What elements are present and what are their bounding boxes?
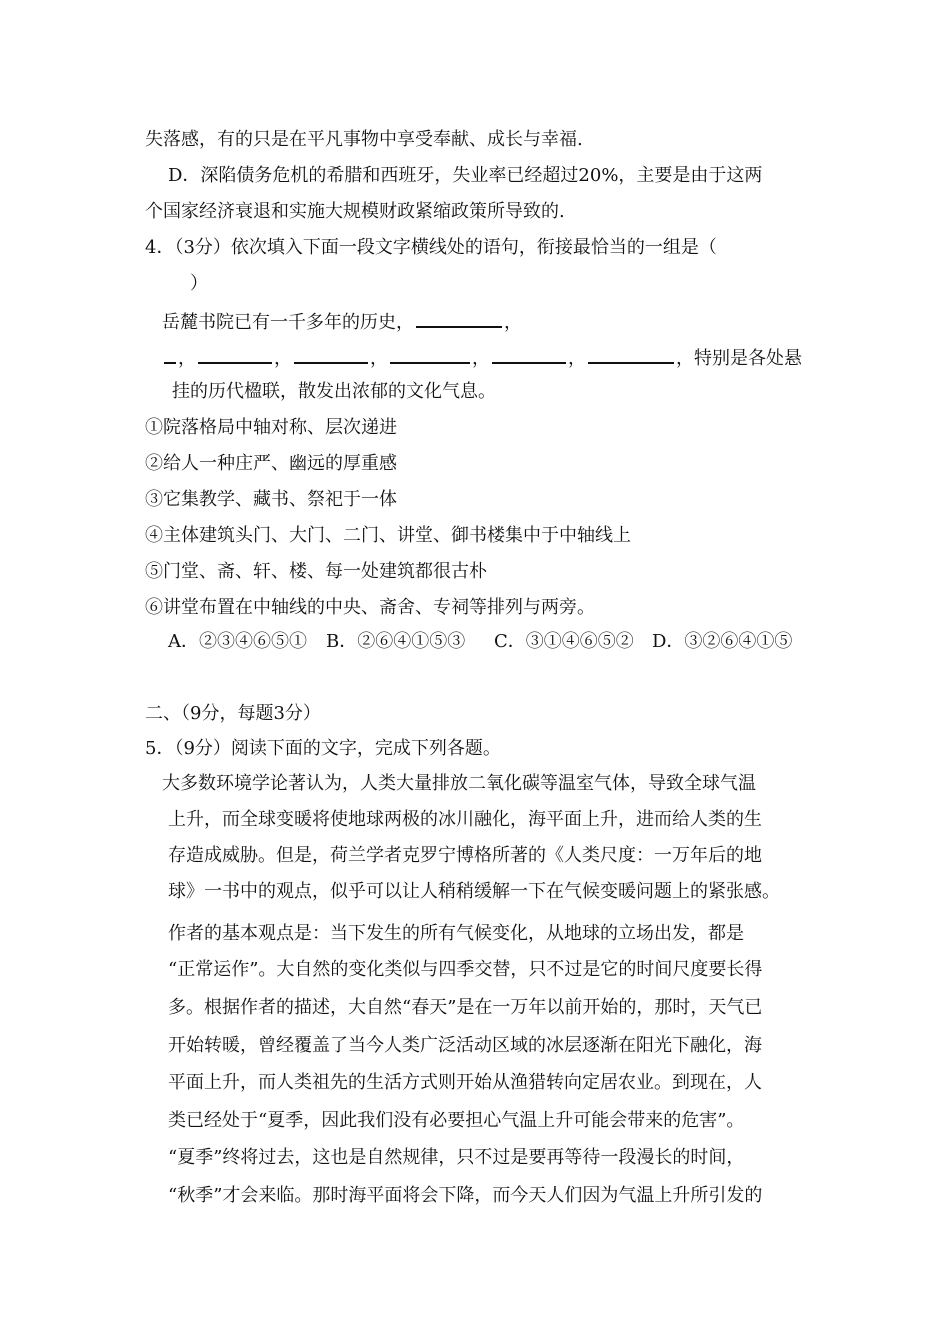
option-c[interactable]: C．③①④⑥⑤② — [494, 631, 634, 652]
passage-line: 球》一书中的观点，似乎可以让人稍稍缓解一下在气候变暖问题上的紧张感。 — [168, 881, 780, 902]
passage-line: “夏季”终将过去，这也是自然规律，只不过是要再等待一段漫长的时间， — [168, 1147, 745, 1168]
text-line: 失落感，有的只是在平凡事物中享受奉献、成长与幸福. — [145, 129, 583, 150]
passage-line: “正常运作”。大自然的变化类似与四季交替，只不过是它的时间尺度要长得 — [168, 959, 763, 980]
sentence-item-4: ④主体建筑头门、大门、二门、讲堂、御书楼集中于中轴线上 — [145, 525, 631, 546]
question-4-stem-end: ） — [190, 273, 208, 294]
sentence-item-6: ⑥讲堂布置在中轴线的中央、斋舍、专祠等排列与两旁。 — [145, 597, 595, 618]
comma: ， — [274, 348, 292, 369]
comma: ， — [472, 348, 490, 369]
comma: ， — [504, 312, 522, 333]
passage-line: 类已经处于“夏季，因此我们没有必要担心气温上升可能会带来的危害”。 — [168, 1110, 745, 1131]
fill-blank[interactable] — [164, 344, 176, 364]
comma: ， — [370, 348, 388, 369]
option-d-line2: 个国家经济衰退和实施大规模财政紧缩政策所导致的. — [145, 201, 565, 222]
option-d[interactable]: D．③②⑥④①⑤ — [652, 631, 793, 652]
fill-blank[interactable] — [492, 344, 566, 364]
passage-line: 开始转暖，曾经覆盖了当今人类广泛活动区域的冰层逐渐在阳光下融化，海 — [168, 1035, 762, 1056]
passage-line: 上升，而全球变暖将使地球两极的冰川融化，海平面上升，进而给人类的生 — [168, 809, 762, 830]
fill-blank[interactable] — [416, 308, 502, 328]
fill-blank[interactable] — [198, 344, 272, 364]
sentence-item-1: ①院落格局中轴对称、层次递进 — [145, 417, 397, 438]
option-a[interactable]: A．②③④⑥⑤① — [168, 631, 307, 652]
passage-line: 大多数环境学论著认为，人类大量排放二氧化碳等温室气体，导致全球气温 — [162, 773, 756, 794]
fill-blank[interactable] — [588, 344, 674, 364]
option-b[interactable]: B．②⑥④①⑤③ — [326, 631, 466, 652]
passage-line: 多。根据作者的描述，大自然“春天”是在一万年以前开始的，那时，天气已 — [168, 997, 763, 1018]
passage-line: 作者的基本观点是：当下发生的所有气候变化，从地球的立场出发，都是 — [168, 923, 744, 944]
sentence-item-5: ⑤门堂、斋、轩、楼、每一处建筑都很古朴 — [145, 561, 487, 582]
sentence-item-3: ③它集教学、藏书、祭祀于一体 — [145, 489, 397, 510]
passage-line1 — [162, 308, 522, 335]
passage-start: 岳麓书院已有一千多年的历史， — [162, 312, 414, 333]
fill-blank[interactable] — [294, 344, 368, 364]
comma: ， — [178, 348, 196, 369]
passage-line: 平面上升，而人类祖先的生活方式则开始从渔猎转向定居农业。到现在，人 — [168, 1072, 762, 1093]
question-5-stem: 5．（9分）阅读下面的文字，完成下列各题。 — [145, 738, 501, 759]
passage-end: ，特别是各处悬 — [676, 348, 802, 369]
fill-blank[interactable] — [390, 344, 470, 364]
passage-line2 — [162, 344, 802, 371]
question-4-stem: 4．（3分）依次填入下面一段文字横线处的语句，衔接最恰当的一组是（ — [145, 237, 717, 258]
passage-line: “秋季”才会来临。那时海平面将会下降，而今天人们因为气温上升所引发的 — [168, 1185, 763, 1206]
option-d-line1: D．深陷债务危机的希腊和西班牙，失业率已经超过20%，主要是由于这两 — [168, 165, 763, 186]
sentence-item-2: ②给人一种庄严、幽远的厚重感 — [145, 453, 397, 474]
passage-line: 存造成威胁。但是，荷兰学者克罗宁博格所著的《人类尺度：一万年后的地 — [168, 845, 762, 866]
comma: ， — [568, 348, 586, 369]
passage-line3: 挂的历代楹联，散发出浓郁的文化气息。 — [172, 381, 496, 402]
section-2-heading: 二、（9分，每题3分） — [145, 703, 321, 724]
